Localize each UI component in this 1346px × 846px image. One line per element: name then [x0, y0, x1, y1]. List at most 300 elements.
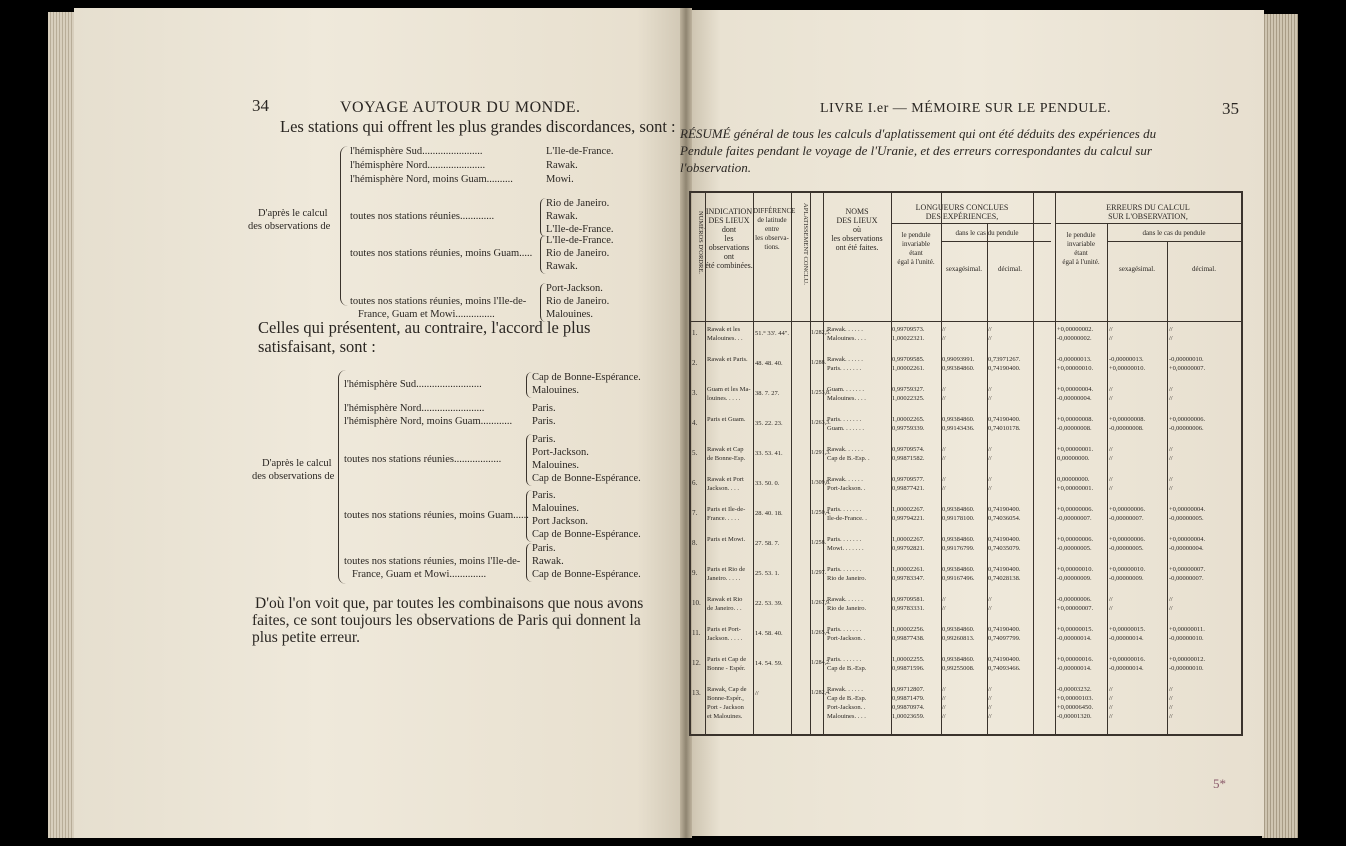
agree-left-text: l'hémisphère Nord, moins Guam............	[344, 416, 513, 427]
row-edec: //	[1169, 335, 1173, 342]
row-diff: //	[755, 690, 759, 697]
agree-station: Rawak.	[532, 556, 564, 567]
row-edec: -0,00000006.	[1169, 425, 1204, 432]
row-dec: 0,74190400.	[988, 626, 1021, 633]
row-ep: +0,00000008.	[1057, 416, 1094, 423]
row-nom: Paris. . . . . . .	[827, 656, 862, 663]
row-aplat: 1/309,8.	[811, 480, 831, 486]
agree-station: Port-Jackson.	[532, 447, 589, 458]
disc-station: Rawak.	[546, 261, 578, 272]
agree-left-text: l'hémisphère Nord........................	[344, 403, 485, 414]
row-edec: //	[1169, 395, 1173, 402]
signature-mark: 5*	[1213, 776, 1226, 791]
disc-station: L'Ile-de-France.	[546, 146, 614, 157]
row-nom: Ile-de-France. .	[827, 515, 867, 522]
row-lp: 0,99709577.	[892, 476, 925, 483]
row-lp: 0,99709585.	[892, 356, 925, 363]
row-edec: +0,00000004.	[1169, 506, 1206, 513]
row-sex: 0,99176799.	[942, 545, 975, 552]
row-lp: 0,99759339.	[892, 425, 925, 432]
row-edec: //	[1169, 386, 1173, 393]
row-ep: -0,00000007.	[1057, 515, 1092, 522]
row-aplat: 1/288.	[811, 360, 827, 366]
row-lp: 0,99871596.	[892, 665, 925, 672]
row-dec: //	[988, 446, 992, 453]
group-brace-2	[338, 370, 347, 584]
row-lieux: Paris et Rio de	[707, 566, 746, 573]
row-dec: //	[988, 335, 992, 342]
row-dec: //	[988, 605, 992, 612]
page-stack-left	[48, 12, 76, 838]
row-edec: //	[1169, 704, 1173, 711]
row-nom: Cap de B.-Esp.	[827, 695, 867, 702]
agree-station: Paris.	[532, 434, 556, 445]
row-edec: //	[1169, 686, 1173, 693]
row-number: 2.	[692, 359, 698, 367]
disc-station: Mowi.	[546, 174, 574, 185]
row-sex: 0,99260813.	[942, 635, 975, 642]
row-dec: 0,74190400.	[988, 536, 1021, 543]
disc-left-text: toutes nos stations réunies, moins Guam.....	[350, 248, 533, 259]
row-diff: 27. 58. 7.	[755, 540, 780, 547]
row-aplat: 1/265,4.	[811, 630, 831, 636]
row-nom: Paris. . . . . . .	[827, 365, 862, 372]
row-sex: //	[942, 713, 946, 720]
row-dec: //	[988, 695, 992, 702]
th-aplatissement: APLATISSEMENT CONCLU.	[802, 203, 809, 285]
agree-station: Paris.	[532, 403, 556, 414]
row-nom: Cap de B.-Esp.	[827, 665, 867, 672]
row-dec: 0,74036054.	[988, 515, 1021, 522]
row-nom: Paris. . . . . . .	[827, 506, 862, 513]
row-ep: -0,00000006.	[1057, 596, 1092, 603]
row-sex: //	[942, 476, 946, 483]
row-sex: 0,99384860.	[942, 365, 975, 372]
row-nom: Cap de B.-Esp. .	[827, 455, 870, 462]
row-sex: //	[942, 395, 946, 402]
group-label-1b: des observations de	[248, 221, 331, 232]
row-aplat: 1/263,3.	[811, 420, 831, 426]
row-sex: //	[942, 335, 946, 342]
row-nom: Malouines. . . .	[827, 713, 866, 720]
row-dec: //	[988, 704, 992, 711]
row-nom: Port-Jackson. .	[827, 704, 866, 711]
disc-station: Malouines.	[546, 309, 593, 320]
row-ep: -0,00000014.	[1057, 635, 1092, 642]
row-diff: 22. 53. 39.	[755, 600, 783, 607]
row-number: 6.	[692, 479, 698, 487]
row-esex: //	[1109, 455, 1113, 462]
row-lp: 1,00002261.	[892, 566, 925, 573]
row-dec: 0,74190400.	[988, 566, 1021, 573]
row-number: 3.	[692, 389, 698, 397]
agree-station: Cap de Bonne-Espérance.	[532, 569, 641, 580]
row-dec: 0,74190400.	[988, 656, 1021, 663]
row-ep: +0,00000016.	[1057, 656, 1094, 663]
row-esex: //	[1109, 695, 1113, 702]
row-ep: +0,00006450.	[1057, 704, 1094, 711]
row-lp: 0,99709574.	[892, 446, 925, 453]
disc-station: Rio de Janeiro.	[546, 248, 610, 259]
row-diff: 14. 58. 40.	[755, 630, 783, 637]
row-esex: //	[1109, 395, 1113, 402]
row-lieux: Guam et les Ma-	[707, 386, 751, 393]
row-edec: //	[1169, 476, 1173, 483]
row-number: 9.	[692, 569, 698, 577]
row-edec: -0,00000010.	[1169, 356, 1204, 363]
row-edec: //	[1169, 596, 1173, 603]
row-nom: Paris. . . . . . .	[827, 626, 862, 633]
row-dec: //	[988, 596, 992, 603]
row-lp: 1,00002267.	[892, 506, 925, 513]
row-dec: 0,74010178.	[988, 425, 1021, 432]
row-lieux: Janeiro. . . . .	[707, 575, 741, 582]
row-aplat: 1/267,9.	[811, 600, 831, 606]
group-label-1a: D'après le calcul	[258, 208, 328, 219]
th-sexag2: sexagésimal.	[1119, 265, 1155, 273]
row-lieux: Bonne - Espér.	[707, 665, 746, 672]
row-edec: +0,00000007.	[1169, 566, 1206, 573]
row-sex: 0,99384860.	[942, 566, 975, 573]
row-ep: +0,00000007.	[1057, 605, 1094, 612]
row-lp: 1,00002267.	[892, 536, 925, 543]
row-edec: +0,00000012.	[1169, 656, 1206, 663]
row-diff: 51.° 33'. 44".	[755, 330, 790, 337]
row-lieux: Paris et Cap de	[707, 656, 747, 663]
row-lieux: Paris et Port-	[707, 626, 741, 633]
row-ep: +0,00000006.	[1057, 536, 1094, 543]
row-number: 11.	[692, 629, 701, 637]
row-lp: 0,99783347.	[892, 575, 925, 582]
agree-station: Paris.	[532, 416, 556, 427]
th-sexag: sexagésimal.	[946, 265, 982, 273]
row-aplat: 1/297.	[811, 570, 827, 576]
row-esex: //	[1109, 326, 1113, 333]
row-sex: 0,99167496.	[942, 575, 975, 582]
row-dec: //	[988, 713, 992, 720]
row-dec: 0,74097799.	[988, 635, 1021, 642]
row-edec: +0,00000011.	[1169, 626, 1205, 633]
row-lieux: et Malouines.	[707, 713, 743, 720]
agree-station: Port Jackson.	[532, 516, 588, 527]
row-lieux: Paris et Guam.	[707, 416, 746, 423]
agree-station: Cap de Bonne-Espérance.	[532, 529, 641, 540]
row-sex: //	[942, 605, 946, 612]
row-edec: -0,00000005.	[1169, 515, 1204, 522]
agree-left-text: toutes nos stations réunies, moins l'Ile-de-	[344, 556, 521, 567]
row-esex: +0,00000006.	[1109, 506, 1146, 513]
row-dec: 0,74035079.	[988, 545, 1021, 552]
agree-station: Paris.	[532, 490, 556, 501]
row-dec: //	[988, 686, 992, 693]
row-nom: Rawak. . . . . .	[827, 326, 863, 333]
conclusion-3: plus petite erreur.	[252, 629, 361, 646]
row-sex: 0,99384860.	[942, 656, 975, 663]
row-esex: +0,00000010.	[1109, 566, 1146, 573]
row-nom: Port-Jackson. .	[827, 485, 866, 492]
disc-station: L'Ile-de-France.	[546, 235, 614, 246]
row-nom: Mowi. . . . . . .	[827, 545, 864, 552]
group-label-2a: D'après le calcul	[262, 458, 332, 469]
row-lp: 1,00023659.	[892, 713, 925, 720]
row-esex: -0,00000008.	[1109, 425, 1144, 432]
row-lp: 1,00022325.	[892, 395, 925, 402]
row-nom: Paris. . . . . . .	[827, 536, 862, 543]
row-ep: +0,00000002.	[1057, 326, 1094, 333]
row-esex: //	[1109, 485, 1113, 492]
row-ep: +0,00000006.	[1057, 506, 1094, 513]
row-lp: 0,99877421.	[892, 485, 925, 492]
summary-table	[689, 191, 1243, 736]
row-number: 12.	[692, 659, 701, 667]
row-sex: 0,99384860.	[942, 626, 975, 633]
row-lieux: louines. . . . .	[707, 395, 741, 402]
row-sex: //	[942, 596, 946, 603]
row-edec: +0,00000007.	[1169, 365, 1206, 372]
row-nom: Guam. . . . . . .	[827, 425, 865, 432]
disc-left-text: l'hémisphère Nord......................	[350, 160, 486, 171]
row-esex: //	[1109, 476, 1113, 483]
row-ep: +0,00000004.	[1057, 386, 1094, 393]
th-difference: DIFFÉRENCE de latitude entre les observa- tions.	[753, 207, 796, 251]
row-sex: //	[942, 386, 946, 393]
row-dec: //	[988, 395, 992, 402]
th-ep: le pendule invariable étant égal à l'unité.	[1062, 231, 1100, 266]
th-dans-cas2: dans le cas du pendule	[1142, 229, 1206, 237]
row-esex: +0,00000008.	[1109, 416, 1146, 423]
row-lp: 0,99783331.	[892, 605, 925, 612]
row-edec: //	[1169, 713, 1173, 720]
row-esex: +0,00000016.	[1109, 656, 1146, 663]
agree-station: Cap de Bonne-Espérance.	[532, 473, 641, 484]
row-dec: 0,74093466.	[988, 665, 1021, 672]
row-edec: -0,00000007.	[1169, 575, 1204, 582]
row-sex: 0,99143436.	[942, 425, 975, 432]
row-number: 13.	[692, 689, 701, 697]
disc-left-text: toutes nos stations réunies, moins l'Ile-de-	[350, 296, 527, 307]
disc-station: Rawak.	[546, 211, 578, 222]
row-lp: 1,00002265.	[892, 416, 925, 423]
agree-station: Cap de Bonne-Espérance.	[532, 372, 641, 383]
right-running-head: LIVRE I.er — MÉMOIRE SUR LE PENDULE.	[820, 101, 1111, 116]
row-esex: +0,00000010.	[1109, 365, 1146, 372]
row-esex: +0,00000015.	[1109, 626, 1146, 633]
th-noms: NOMS DES LIEUX où les observations ont été faites.	[831, 207, 883, 252]
row-edec: //	[1169, 455, 1173, 462]
row-sex: //	[942, 485, 946, 492]
row-lp: 0,99877438.	[892, 635, 925, 642]
row-sex: //	[942, 446, 946, 453]
row-ep: +0,00000001.	[1057, 485, 1094, 492]
row-aplat: 1/284,2.	[811, 660, 831, 666]
row-ep: -0,00000002.	[1057, 335, 1092, 342]
table-title-3: l'observation.	[680, 160, 752, 175]
row-nom: Rawak. . . . . .	[827, 596, 863, 603]
row-ep: -0,00003232.	[1057, 686, 1092, 693]
table-title-2: Pendule faites pendant le voyage de l'Uranie, et des erreurs correspondantes du calcul sur	[680, 143, 1152, 158]
row-dec: //	[988, 326, 992, 333]
row-esex: -0,00000007.	[1109, 515, 1144, 522]
row-lp: 1,00002256.	[892, 626, 925, 633]
agree-left-text: toutes nos stations réunies, moins Guam......	[344, 509, 529, 521]
row-aplat: 1/250,4.	[811, 510, 831, 516]
table-title-1: RÉSUMÉ général de tous les calculs d'aplatissement qui ont été déduits des expériences du	[680, 126, 1157, 141]
row-lp: 0,99871479.	[892, 695, 925, 702]
disc-station: Rio de Janeiro.	[546, 198, 610, 209]
row-lp: 0,99794221.	[892, 515, 925, 522]
left-page-number: 34	[252, 96, 269, 115]
row-number: 1.	[692, 329, 698, 337]
row-dec: 0,74190400.	[988, 365, 1021, 372]
row-lieux: Rawak et Cap	[707, 446, 744, 453]
row-nom: Rawak. . . . . .	[827, 686, 863, 693]
row-lp: 1,00002261.	[892, 365, 925, 372]
row-nom: Paris. . . . . . .	[827, 566, 862, 573]
row-esex: -0,00000014.	[1109, 635, 1144, 642]
row-esex: //	[1109, 713, 1113, 720]
disc-station: Rio de Janeiro.	[546, 296, 610, 307]
row-esex: //	[1109, 386, 1113, 393]
row-sex: //	[942, 704, 946, 711]
th-indication: INDICATION DES LIEUX dont les observations ont été combinées.	[705, 207, 753, 270]
row-aplat: 1/291,3.	[811, 450, 831, 456]
conclusion-2: faites, ce sont toujours les observations de Paris qui donnent la	[252, 612, 641, 629]
row-lieux: Jackson. . . . .	[707, 635, 743, 642]
disc-station: L'Ile-de-France.	[546, 224, 614, 235]
row-esex: -0,00000014.	[1109, 665, 1144, 672]
row-nom: Rawak. . . . . .	[827, 476, 863, 483]
group-brace-1	[340, 146, 349, 306]
agree-left-text-2: France, Guam et Mowi..............	[352, 569, 487, 580]
row-edec: -0,00000010.	[1169, 635, 1204, 642]
row-sex: //	[942, 326, 946, 333]
row-dec: //	[988, 476, 992, 483]
row-ep: +0,00000001.	[1057, 446, 1094, 453]
row-nom: Rawak. . . . . .	[827, 446, 863, 453]
row-lp: 0,99759327.	[892, 386, 925, 393]
disc-left-text: l'hémisphère Nord, moins Guam..........	[350, 174, 513, 185]
row-sex: 0,99384860.	[942, 506, 975, 513]
row-dec: //	[988, 485, 992, 492]
row-nom: Rio de Janeiro.	[827, 605, 867, 612]
th-lp: le pendule invariable étant égal à l'unité.	[897, 231, 935, 266]
th-erreurs: ERREURS DU CALCUL SUR L'OBSERVATION,	[1106, 203, 1190, 221]
row-aplat: 1/253,8.	[811, 390, 831, 396]
row-sex: //	[942, 686, 946, 693]
row-esex: //	[1109, 686, 1113, 693]
row-aplat: 1/258.	[811, 540, 827, 546]
row-diff: 28. 40. 18.	[755, 510, 783, 517]
row-ep: -0,00000013.	[1057, 356, 1092, 363]
row-sex: 0,99093991.	[942, 356, 975, 363]
row-lieux: Rawak et Port	[707, 476, 744, 483]
row-nom: Paris. . . . . . .	[827, 416, 862, 423]
disc-station: Port-Jackson.	[546, 283, 603, 294]
row-edec: //	[1169, 446, 1173, 453]
row-number: 4.	[692, 419, 698, 427]
row-nom: Guam. . . . . . .	[827, 386, 865, 393]
row-lieux: Rawak et Rio	[707, 596, 743, 603]
row-nom: Rio de Janeiro.	[827, 575, 867, 582]
disc-left-text-2: France, Guam et Mowi...............	[358, 309, 495, 320]
disc-left-text: l'hémisphère Sud.......................	[350, 146, 483, 157]
row-ep: -0,00000008.	[1057, 425, 1092, 432]
row-diff: 25. 53. 1.	[755, 570, 780, 577]
row-ep: +0,00000015.	[1057, 626, 1094, 633]
agree-left-text: toutes nos stations réunies..................	[344, 453, 502, 465]
row-lieux: Bonne-Espér.,	[707, 695, 744, 702]
row-dec: 0,74190400.	[988, 416, 1021, 423]
conclusion-1: D'où l'on voit que, par toutes les combinaisons que nous avons	[255, 595, 644, 612]
row-number: 10.	[692, 599, 701, 607]
row-lieux: Malouines. . .	[707, 335, 743, 342]
row-esex: -0,00000009.	[1109, 575, 1144, 582]
row-sex: 0,99384860.	[942, 416, 975, 423]
row-dec: //	[988, 386, 992, 393]
right-page-number: 35	[1222, 99, 1239, 118]
row-lieux: de Janeiro. . .	[707, 605, 742, 612]
row-lieux: Jackson. . . .	[707, 485, 739, 492]
row-esex: -0,00000005.	[1109, 545, 1144, 552]
agree-station: Malouines.	[532, 385, 579, 396]
row-edec: //	[1169, 605, 1173, 612]
row-esex: +0,00000006.	[1109, 536, 1146, 543]
row-lp: 0,99871582.	[892, 455, 925, 462]
row-lieux: Paris et Ile-de-	[707, 506, 746, 513]
row-lieux: Rawak et les	[707, 326, 741, 333]
agree-station: Malouines.	[532, 503, 579, 514]
disc-station: Rawak.	[546, 160, 578, 171]
row-esex: -0,00000013.	[1109, 356, 1144, 363]
row-lieux: de Bonne-Esp.	[707, 455, 746, 462]
row-number: 7.	[692, 509, 698, 517]
th-longueurs: LONGUEURS CONCLUES DES EXPÉRIENCES,	[915, 203, 1009, 221]
row-dec: 0,74190400.	[988, 506, 1021, 513]
row-number: 8.	[692, 539, 698, 547]
row-edec: //	[1169, 485, 1173, 492]
row-lp: 0,99870974.	[892, 704, 925, 711]
row-ep: -0,00000014.	[1057, 665, 1092, 672]
row-esex: //	[1109, 704, 1113, 711]
row-lp: 1,00002255.	[892, 656, 925, 663]
row-sex: //	[942, 455, 946, 462]
row-edec: //	[1169, 326, 1173, 333]
row-edec: +0,00000006.	[1169, 416, 1206, 423]
row-sex: 0,99255008.	[942, 665, 975, 672]
row-lp: 0,99709573.	[892, 326, 925, 333]
row-dec: 0,73971267.	[988, 356, 1021, 363]
row-lieux: France. . . . .	[707, 515, 740, 522]
row-ep: -0,00001320.	[1057, 713, 1092, 720]
row-lp: 1,00022321.	[892, 335, 925, 342]
row-esex: //	[1109, 446, 1113, 453]
row-ep: +0,00000010.	[1057, 365, 1094, 372]
left-para2: Celles qui présentent, au contraire, l'accord le plus satisfaisant, sont :	[258, 318, 591, 356]
th-ordre: NUMÉROS D'ORDRE.	[697, 211, 704, 274]
row-nom: Port-Jackson. .	[827, 635, 866, 642]
row-dec: //	[988, 455, 992, 462]
row-ep: 0,00000000.	[1057, 455, 1090, 462]
row-lieux: Port - Jackson	[707, 704, 744, 711]
row-sex: 0,99178100.	[942, 515, 975, 522]
th-dans-cas: dans le cas du pendule	[955, 229, 1019, 237]
left-running-head: VOYAGE AUTOUR DU MONDE.	[340, 99, 581, 116]
row-esex: //	[1109, 605, 1113, 612]
row-diff: 48. 48. 40.	[755, 360, 783, 367]
row-nom: Malouines. . . .	[827, 335, 866, 342]
th-decimal2: décimal.	[1192, 265, 1216, 273]
row-edec: //	[1169, 695, 1173, 702]
